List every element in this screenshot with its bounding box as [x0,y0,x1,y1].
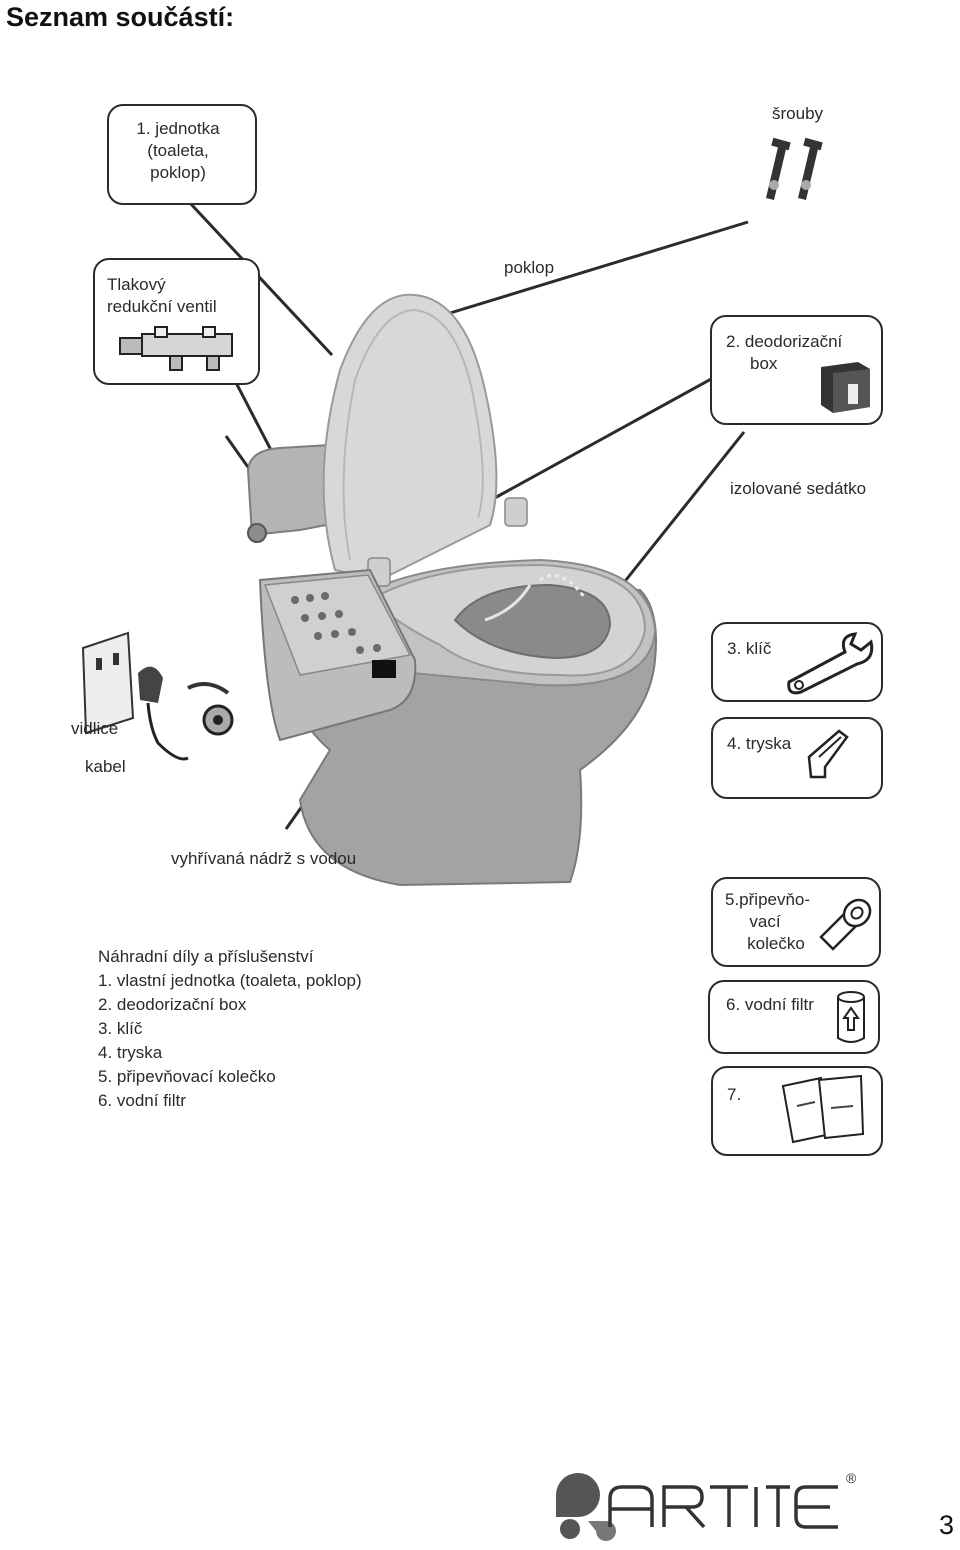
spare-parts-item: 5. připevňovací kolečko [98,1067,276,1086]
water-filter-label: 6. vodní filtr [726,995,814,1014]
unit-label-line3: poklop) [150,163,206,182]
callout-key-box [711,622,883,702]
spare-parts-item: 3. klíč [98,1019,143,1038]
manuals-icon [775,1072,875,1146]
unit-label-line1: 1. jednotka [136,119,220,138]
toilet-illustration [240,280,670,890]
brand-logo [548,1465,868,1550]
spare-parts-item: 4. tryska [98,1043,163,1062]
lid-label: poklop [504,258,555,277]
manuals-label: 7. [727,1085,742,1104]
spare-parts-item: 2. deodorizační box [98,995,247,1014]
deodorizer-label-line1: 2. deodorizační [726,332,843,351]
pressure-valve-icon [115,324,245,374]
water-filter-icon [834,990,868,1046]
callout-pressure-valve-box [93,258,260,385]
wrench-icon [779,630,879,696]
fixing-ring-label-line1: 5.připevňo- [725,890,811,909]
callout-water-filter-box [708,980,880,1054]
deodorizer-icon [818,359,874,417]
key-label: 3. klíč [727,639,772,658]
heated-tank-label: vyhřívaná nádrž s vodou [171,849,357,868]
spare-parts-item: 6. vodní filtr [98,1091,186,1110]
registered-mark: ® [846,1470,857,1486]
artec-logo-icon [548,1465,868,1545]
deodorizer-label-line2: box [750,354,778,373]
pressure-valve-label-line1: Tlakový [107,275,166,294]
spare-parts-heading: Náhradní díly a příslušenství [98,947,314,966]
screws-label: šrouby [772,104,824,123]
fixing-ring-label-line3: kolečko [747,934,805,953]
callout-nozzle-box [711,717,883,799]
callout-deodorizer-box [710,315,883,425]
callout-fixing-ring-box [711,877,881,967]
pressure-valve-label-line2: redukční ventil [107,297,217,316]
callout-manuals-box [711,1066,883,1156]
screws-icon [752,135,842,215]
plug-label: vidlice [71,719,119,738]
nozzle-label: 4. tryska [727,734,792,753]
insulated-seat-label: izolované sedátko [730,479,867,498]
spare-parts-list [98,945,362,1113]
page-title: Seznam součástí: [6,2,235,32]
unit-label-line2: (toaleta, [147,141,209,160]
page-number: 3 [938,1510,954,1540]
spare-parts-item: 1. vlastní jednotka (toaleta, poklop) [98,971,362,990]
nozzle-icon [805,727,851,783]
fixing-ring-label-line2: vací [749,912,781,931]
cable-label: kabel [85,757,126,776]
callout-unit-box [107,104,257,205]
fixing-ring-icon [813,893,875,955]
